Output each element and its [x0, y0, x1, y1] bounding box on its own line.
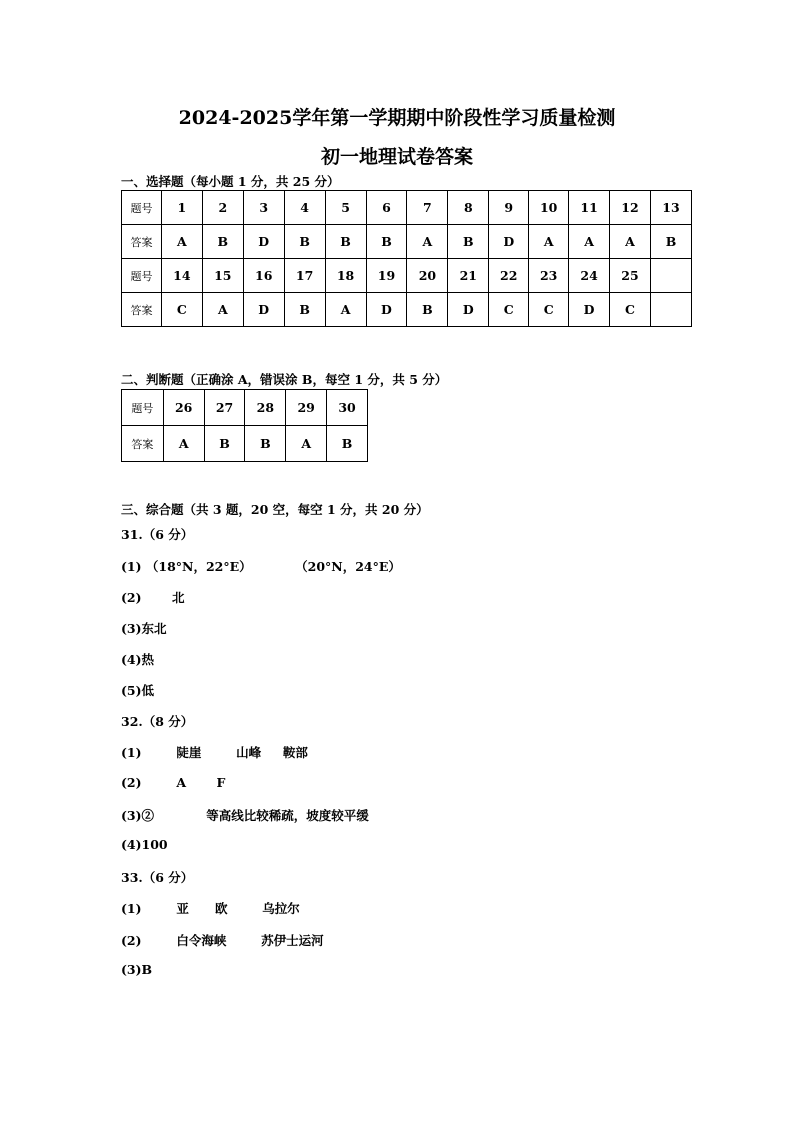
answer-cell: B [202, 225, 243, 259]
answer-cell: A [161, 225, 202, 259]
q31-part4: (4)热 [121, 652, 155, 667]
question-number: 16 [243, 259, 284, 293]
answer-cell: B [448, 225, 489, 259]
answer-cell: D [243, 293, 284, 327]
q32-part4: (4)100 [121, 837, 168, 852]
answer-cell: A [286, 426, 327, 462]
title-line-2: 初一地理试卷答案 [320, 146, 473, 168]
question-number: 10 [529, 191, 569, 225]
table-row [122, 191, 692, 225]
title-line-1: 2024-2025学年第一学期期中阶段性学习质量检测 [178, 107, 616, 129]
section-3-heading: 三、综合题（共 3 题，20 空，每空 1 分，共 20 分） [121, 502, 429, 517]
q32-part3: (3)② 等高线比较稀疏，坡度较平缓 [121, 808, 369, 823]
table-row [122, 293, 692, 327]
question-number: 24 [569, 259, 610, 293]
question-number: 12 [610, 191, 651, 225]
question-number: 2 [202, 191, 243, 225]
section-1-heading: 一、选择题（每小题 1 分，共 25 分） [121, 174, 340, 189]
answer-cell: A [610, 225, 651, 259]
answer-cell: D [489, 225, 529, 259]
answer-label: 答案 [122, 426, 164, 462]
question-number: 15 [202, 259, 243, 293]
answer-label: 答案 [122, 293, 162, 327]
empty-cell [650, 259, 691, 293]
question-number-label: 题号 [122, 390, 164, 426]
question-number: 19 [366, 259, 407, 293]
empty-cell [650, 293, 691, 327]
question-number: 27 [204, 390, 245, 426]
question-number: 9 [489, 191, 529, 225]
question-number: 7 [407, 191, 448, 225]
answer-cell: B [325, 225, 366, 259]
answer-cell: A [407, 225, 448, 259]
question-number: 29 [286, 390, 327, 426]
answer-cell: A [325, 293, 366, 327]
q31-part5: (5)低 [121, 683, 155, 698]
table-row [122, 225, 692, 259]
answer-cell: B [245, 426, 286, 462]
answer-cell: D [243, 225, 284, 259]
question-number: 1 [161, 191, 202, 225]
q33-part3: (3)B [121, 962, 153, 977]
choice-answer-table [121, 190, 692, 327]
question-number: 26 [163, 390, 204, 426]
answer-cell: B [284, 293, 325, 327]
answer-cell: C [161, 293, 202, 327]
q32-part1: (1) 陡崖 山峰 鞍部 [121, 745, 308, 760]
question-number: 22 [489, 259, 529, 293]
answer-cell: D [366, 293, 407, 327]
answer-cell: C [489, 293, 529, 327]
answer-cell: D [448, 293, 489, 327]
answer-cell: B [327, 426, 368, 462]
question-number: 8 [448, 191, 489, 225]
question-number: 4 [284, 191, 325, 225]
answer-cell: B [284, 225, 325, 259]
table-row [122, 426, 368, 462]
question-number: 25 [610, 259, 651, 293]
table-row [122, 259, 692, 293]
answer-cell: C [529, 293, 569, 327]
q31-part3: (3)东北 [121, 621, 167, 636]
answer-cell: A [163, 426, 204, 462]
answer-cell: D [569, 293, 610, 327]
answer-cell: A [569, 225, 610, 259]
question-number: 23 [529, 259, 569, 293]
table-row [122, 390, 368, 426]
q32-part2: (2) A F [121, 775, 226, 790]
answer-cell: B [650, 225, 691, 259]
question-number: 17 [284, 259, 325, 293]
q31-heading: 31.（6 分） [121, 527, 194, 542]
question-number-label: 题号 [122, 191, 162, 225]
question-number-label: 题号 [122, 259, 162, 293]
q33-part1: (1) 亚 欧 乌拉尔 [121, 901, 300, 916]
question-number: 6 [366, 191, 407, 225]
section-2-heading: 二、判断题（正确涂 A，错误涂 B，每空 1 分，共 5 分） [121, 372, 448, 387]
question-number: 18 [325, 259, 366, 293]
question-number: 3 [243, 191, 284, 225]
answer-cell: A [529, 225, 569, 259]
q33-part2: (2) 白令海峡 苏伊士运河 [121, 933, 324, 948]
answer-cell: B [204, 426, 245, 462]
answer-cell: A [202, 293, 243, 327]
question-number: 13 [650, 191, 691, 225]
answer-cell: B [366, 225, 407, 259]
answer-cell: C [610, 293, 651, 327]
judgement-answer-table [121, 389, 368, 462]
answer-label: 答案 [122, 225, 162, 259]
q33-heading: 33.（6 分） [121, 870, 194, 885]
question-number: 30 [327, 390, 368, 426]
answer-cell: B [407, 293, 448, 327]
question-number: 20 [407, 259, 448, 293]
question-number: 11 [569, 191, 610, 225]
question-number: 21 [448, 259, 489, 293]
question-number: 28 [245, 390, 286, 426]
q32-heading: 32.（8 分） [121, 714, 194, 729]
q31-part1: (1) （18°N，22°E） （20°N，24°E） [121, 559, 401, 574]
question-number: 14 [161, 259, 202, 293]
question-number: 5 [325, 191, 366, 225]
q31-part2: (2) 北 [121, 590, 185, 605]
